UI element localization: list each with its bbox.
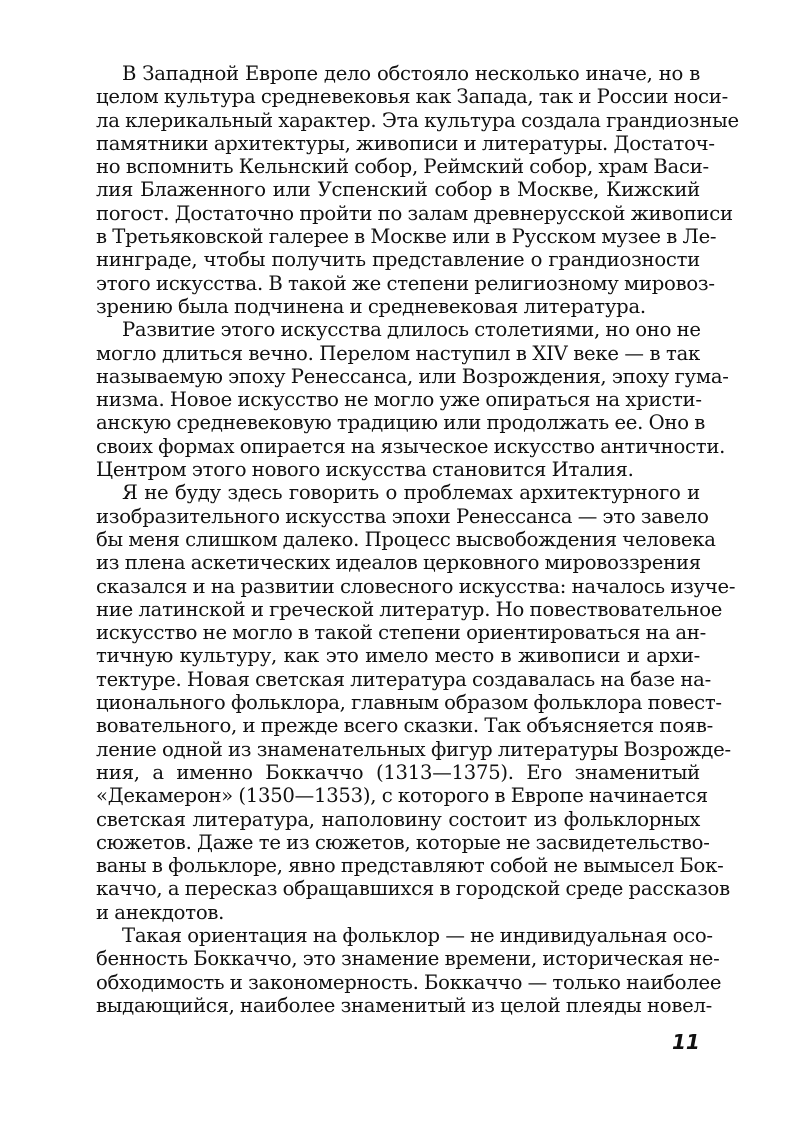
text-line: ционального фольклора, главным образом фольклора повест-	[96, 691, 722, 715]
text-line: обходимость и закономерность. Боккаччо — только наиболее	[96, 970, 722, 994]
text-line: тектуре. Новая светская литература создавалась на базе на-	[96, 667, 711, 691]
text-line: бенность Боккаччо, это знамение времени, историческая не-	[96, 947, 720, 971]
text-line: лия Блаженного или Успенский собор в Москве, Кижский	[96, 178, 700, 202]
text-line: в Третьяковской галерее в Москве или в Русском музее в Ле-	[96, 225, 717, 249]
text-line: ла клерикальный характер. Эта культура создала грандиозные	[96, 108, 739, 132]
text-line: сюжетов. Даже те из сюжетов, которые не засвидетельство-	[96, 830, 710, 854]
text-line: Такая ориентация на фольклор — не индивидуальная осо-	[122, 923, 713, 947]
paragraph-3	[96, 481, 736, 924]
text-line: ния, а именно Боккаччо (1313—1375). Его знаменитый	[96, 760, 700, 784]
text-line: светская литература, наполовину состоит из фольклорных	[96, 807, 700, 831]
text-line: погост. Достаточно пройти по залам древнерусской живописи	[96, 201, 733, 225]
text-line: Я не буду здесь говорить о проблемах архитектурного и	[122, 481, 700, 505]
text-line: каччо, а пересказ обращавшихся в городской среде рассказов	[96, 877, 730, 901]
text-line: из плена аскетических идеалов церковного мировоззрения	[96, 551, 701, 575]
text-line: низма. Новое искусство не могло уже опираться на христи-	[96, 388, 702, 412]
text-line: памятники архитектуры, живописи и литературы. Достаточ-	[96, 131, 715, 155]
paragraph-1	[96, 62, 739, 318]
text-line: и анекдотов.	[96, 900, 225, 924]
text-line: Центром этого нового искусства становится Италия.	[96, 458, 634, 482]
text-line: могло длиться вечно. Перелом наступил в XIV веке — в так	[96, 341, 700, 365]
text-line: своих формах опирается на языческое искусство античности.	[96, 434, 726, 458]
text-line: тичную культуру, как это имело место в живописи и архи-	[96, 644, 700, 668]
text-line: называемую эпоху Ренессанса, или Возрождения, эпоху гума-	[96, 364, 729, 388]
text-line: ление одной из знаменательных фигур литературы Возрожде-	[96, 737, 731, 761]
text-line: бы меня слишком далеко. Процесс высвобождения человека	[96, 527, 716, 551]
text-line: искусство не могло в такой степени ориентироваться на ан-	[96, 621, 706, 645]
text-line: зрению была подчинена и средневековая литература.	[96, 294, 646, 318]
text-line: Развитие этого искусства длилось столетиями, но оно не	[122, 318, 701, 342]
text-line: сказался и на развитии словесного искусства: началось изуче-	[96, 574, 736, 598]
text-line: В Западной Европе дело обстояло несколько иначе, но в	[122, 62, 700, 85]
text-line: ние латинской и греческой литератур. Но повествовательное	[96, 597, 723, 621]
text-line: этого искусства. В такой же степени религиозному мировоз-	[96, 271, 715, 295]
text-line: анскую средневековую традицию или продолжать ее. Оно в	[96, 411, 706, 435]
text-line: но вспомнить Кельнский собор, Реймский собор, храм Васи-	[96, 155, 709, 179]
paragraph-4	[96, 923, 722, 1017]
text-line: вовательного, и прежде всего сказки. Так объясняется появ-	[96, 714, 714, 738]
text-line: изобразительного искусства эпохи Ренессанса — это завело	[96, 504, 709, 528]
page-number: 11	[672, 1030, 700, 1054]
text-line: «Декамерон» (1350—1353), с которого в Европе начинается	[96, 784, 708, 808]
text-line: целом культура средневековья как Запада, так и России носи-	[96, 85, 728, 109]
paragraph-2	[96, 318, 729, 482]
book-page-text	[96, 62, 739, 1017]
text-line: ваны в фольклоре, явно представляют собой не вымысел Бок-	[96, 854, 724, 878]
text-line: выдающийся, наиболее знаменитый из целой плеяды новел-	[96, 993, 713, 1017]
text-line: нинграде, чтобы получить представление о грандиозности	[96, 248, 700, 272]
